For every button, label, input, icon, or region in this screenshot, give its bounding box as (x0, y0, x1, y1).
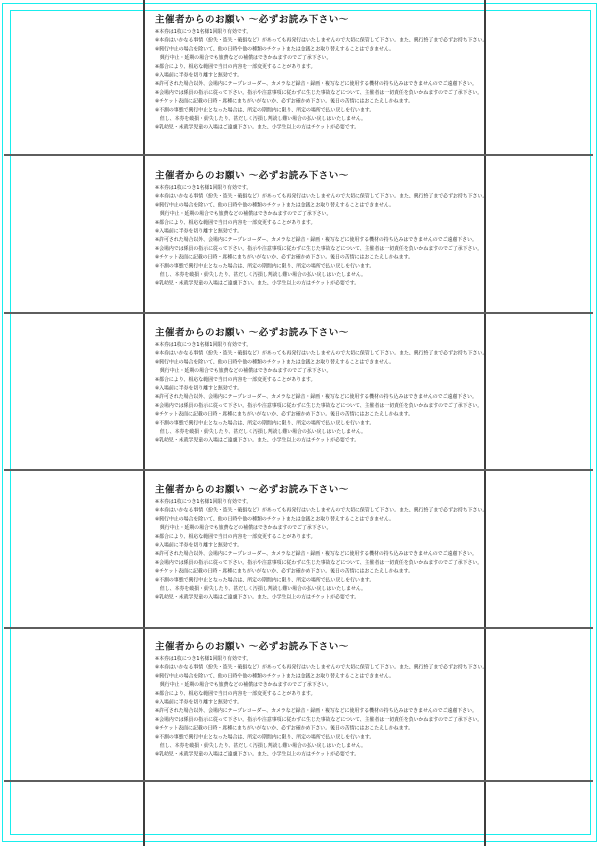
column-divider-left (143, 0, 145, 846)
notice-line: ※許可された場合以外、会場内にテープレコーダー、カメラなど録音・録画・複写などに使用する機材の持ち込みはできませんのでご遠慮下さい。 (155, 81, 477, 87)
notice-line: ※本券は1枚につき1名様1回限り有効です。 (155, 499, 252, 505)
notice-line: ※会場内では係員の指示に従って下さい。指示や注意事項に従わずに生じた事故などについて、主催者は一切責任を負いかねますのでご了承下さい。 (155, 716, 483, 723)
notice-lines (155, 184, 495, 288)
notice-line: 但し、本券を破損・紛失したり、甚だしく汚損し判読し難い場合の払い戻しはいたしません。 (155, 743, 366, 749)
notice-line: ※本券はいかなる事情（紛失・盗失・破損など）があっても再発行はいたしませんので大切に保管して下さい。また、興行終了まで必ずお持ち下さい。 (155, 37, 488, 44)
notice-line: ※会場内では係員の指示に従って下さい。指示や注意事項に従わずに生じた事故などについて、主催者は一切責任を負いかねますのでご了承下さい。 (155, 89, 483, 96)
notice-line: ※チケット表面に記載の日時・席種にまちがいがないか、必ずお確かめ下さい。後日の苦情にはおこたえしかねます。 (155, 411, 413, 418)
empty-bottom-row (12, 782, 588, 832)
notice-line: 興行中止・延期の場合でも旅費などの補償はできかねますのでご了承下さい。 (155, 211, 332, 217)
notice-line: ※乳幼児・未就学児童の入場はご遠慮下さい。また、小学生以上の方はチケットが必要です。 (155, 594, 360, 601)
notice-line: ※不測の事態で興行中止となった場合は、所定の期間内に限り、所定の場所で払い戻しを行います。 (155, 420, 375, 426)
notice-line: ※許可された場合以外、会場内にテープレコーダー、カメラなど録音・録画・複写などに使用する機材の持ち込みはできませんのでご遠慮下さい。 (155, 708, 477, 714)
notice-line: ※チケット表面に記載の日時・席種にまちがいがないか、必ずお確かめ下さい。後日の苦情にはおこたえしかねます。 (155, 98, 413, 105)
notice-line: ※興行中止の場合を除いて、他の日時や他の種類のチケットまたは金銭とお取り替えすることはできません。 (155, 202, 394, 208)
notice-line: ※チケット表面に記載の日時・席種にまちがいがないか、必ずお確かめ下さい。後日の苦情にはおこたえしかねます。 (155, 254, 413, 261)
notice-line: ※本券はいかなる事情（紛失・盗失・破損など）があっても再発行はいたしませんので大切に保管して下さい。また、興行終了まで必ずお持ち下さい。 (155, 664, 488, 671)
notice-title: 主催者からのお願い ～必ずお読み下さい～ (155, 14, 349, 25)
notice-line: ※入場前に半券を切り離すと無効です。 (155, 699, 242, 706)
notice-line: ※会場内では係員の指示に従って下さい。指示や注意事項に従わずに生じた事故などについて、主催者は一切責任を負いかねますのでご了承下さい。 (155, 402, 483, 409)
notice-line: ※興行中止の場合を除いて、他の日時や他の種類のチケットまたは金銭とお取り替えすることはできません。 (155, 359, 394, 365)
notice-line: ※不測の事態で興行中止となった場合は、所定の期間内に限り、所定の場所で払い戻しを行います。 (155, 263, 375, 269)
notice-line: ※本券はいかなる事情（紛失・盗失・破損など）があっても再発行はいたしませんので大切に保管して下さい。また、興行終了まで必ずお持ち下さい。 (155, 193, 488, 200)
notice-lines (155, 498, 495, 602)
notice-line: ※乳幼児・未就学児童の入場はご遠慮下さい。また、小学生以上の方はチケットが必要です。 (155, 437, 360, 444)
notice-line: ※入場前に半券を切り離すと無効です。 (155, 72, 242, 79)
notice-line: ※入場前に半券を切り離すと無効です。 (155, 228, 242, 235)
notice-line: ※都合により、相応な範囲で当日の内容を一部変更することがあります。 (155, 376, 316, 383)
notice-line: ※乳幼児・未就学児童の入場はご遠慮下さい。また、小学生以上の方はチケットが必要です。 (155, 751, 360, 758)
notice-line: ※都合により、相応な範囲で当日の内容を一部変更することがあります。 (155, 63, 316, 70)
notice-line: ※入場前に半券を切り離すと無効です。 (155, 385, 242, 392)
notice-line: ※許可された場合以外、会場内にテープレコーダー、カメラなど録音・録画・複写などに使用する機材の持ち込みはできませんのでご遠慮下さい。 (155, 237, 477, 243)
notice-title: 主催者からのお願い ～必ずお読み下さい～ (155, 327, 349, 338)
notice-line: ※会場内では係員の指示に従って下さい。指示や注意事項に従わずに生じた事故などについて、主催者は一切責任を負いかねますのでご了承下さい。 (155, 559, 483, 566)
notice-lines (155, 341, 495, 445)
notice-line: ※本券は1枚につき1名様1回限り有効です。 (155, 342, 252, 348)
notice-line: ※会場内では係員の指示に従って下さい。指示や注意事項に従わずに生じた事故などについて、主催者は一切責任を負いかねますのでご了承下さい。 (155, 245, 483, 252)
notice-line: ※本券は1枚につき1名様1回限り有効です。 (155, 29, 252, 35)
notice-title: 主催者からのお願い ～必ずお読み下さい～ (155, 484, 349, 495)
notice-line: 興行中止・延期の場合でも旅費などの補償はできかねますのでご了承下さい。 (155, 682, 332, 688)
notice-line: ※本券は1枚につき1名様1回限り有効です。 (155, 656, 252, 662)
notice-line: ※許可された場合以外、会場内にテープレコーダー、カメラなど録音・録画・複写などに使用する機材の持ち込みはできませんのでご遠慮下さい。 (155, 394, 477, 400)
notice-line: ※チケット表面に記載の日時・席種にまちがいがないか、必ずお確かめ下さい。後日の苦情にはおこたえしかねます。 (155, 568, 413, 575)
notice-line: 但し、本券を破損・紛失したり、甚だしく汚損し判読し難い場合の払い戻しはいたしません。 (155, 272, 366, 278)
notice-line: ※チケット表面に記載の日時・席種にまちがいがないか、必ずお確かめ下さい。後日の苦情にはおこたえしかねます。 (155, 725, 413, 732)
notice-line: ※入場前に半券を切り離すと無効です。 (155, 542, 242, 549)
notice-line: 興行中止・延期の場合でも旅費などの補償はできかねますのでご了承下さい。 (155, 55, 332, 61)
notice-line: ※乳幼児・未就学児童の入場はご遠慮下さい。また、小学生以上の方はチケットが必要です。 (155, 124, 360, 131)
notice-line: 但し、本券を破損・紛失したり、甚だしく汚損し判読し難い場合の払い戻しはいたしません。 (155, 586, 366, 592)
notice-line: ※本券はいかなる事情（紛失・盗失・破損など）があっても再発行はいたしませんので大切に保管して下さい。また、興行終了まで必ずお持ち下さい。 (155, 507, 488, 514)
notice-lines (155, 28, 495, 132)
notice-line: 但し、本券を破損・紛失したり、甚だしく汚損し判読し難い場合の払い戻しはいたしません。 (155, 116, 366, 122)
notice-line: ※乳幼児・未就学児童の入場はご遠慮下さい。また、小学生以上の方はチケットが必要です。 (155, 280, 360, 287)
notice-line: ※都合により、相応な範囲で当日の内容を一部変更することがあります。 (155, 690, 316, 697)
notice-line: 興行中止・延期の場合でも旅費などの補償はできかねますのでご了承下さい。 (155, 368, 332, 374)
notice-title: 主催者からのお願い ～必ずお読み下さい～ (155, 170, 349, 181)
notice-line: ※興行中止の場合を除いて、他の日時や他の種類のチケットまたは金銭とお取り替えすることはできません。 (155, 516, 394, 522)
notice-line: ※不測の事態で興行中止となった場合は、所定の期間内に限り、所定の場所で払い戻しを行います。 (155, 577, 375, 583)
notice-line: ※本券はいかなる事情（紛失・盗失・破損など）があっても再発行はいたしませんので大切に保管して下さい。また、興行終了まで必ずお持ち下さい。 (155, 350, 488, 357)
notice-line: ※本券は1枚につき1名様1回限り有効です。 (155, 185, 252, 191)
notice-line: ※許可された場合以外、会場内にテープレコーダー、カメラなど録音・録画・複写などに使用する機材の持ち込みはできませんのでご遠慮下さい。 (155, 551, 477, 557)
notice-line: 興行中止・延期の場合でも旅費などの補償はできかねますのでご了承下さい。 (155, 525, 332, 531)
notice-line: ※都合により、相応な範囲で当日の内容を一部変更することがあります。 (155, 219, 316, 226)
notice-line: ※興行中止の場合を除いて、他の日時や他の種類のチケットまたは金銭とお取り替えすることはできません。 (155, 673, 394, 679)
notice-line: ※興行中止の場合を除いて、他の日時や他の種類のチケットまたは金銭とお取り替えすることはできません。 (155, 46, 394, 52)
notice-line: ※都合により、相応な範囲で当日の内容を一部変更することがあります。 (155, 533, 316, 540)
notice-line: ※不測の事態で興行中止となった場合は、所定の期間内に限り、所定の場所で払い戻しを行います。 (155, 734, 375, 740)
notice-line: 但し、本券を破損・紛失したり、甚だしく汚損し判読し難い場合の払い戻しはいたしません。 (155, 429, 366, 435)
notice-title: 主催者からのお願い ～必ずお読み下さい～ (155, 641, 349, 652)
notice-line: ※不測の事態で興行中止となった場合は、所定の期間内に限り、所定の場所で払い戻しを行います。 (155, 107, 375, 113)
notice-lines (155, 655, 495, 759)
